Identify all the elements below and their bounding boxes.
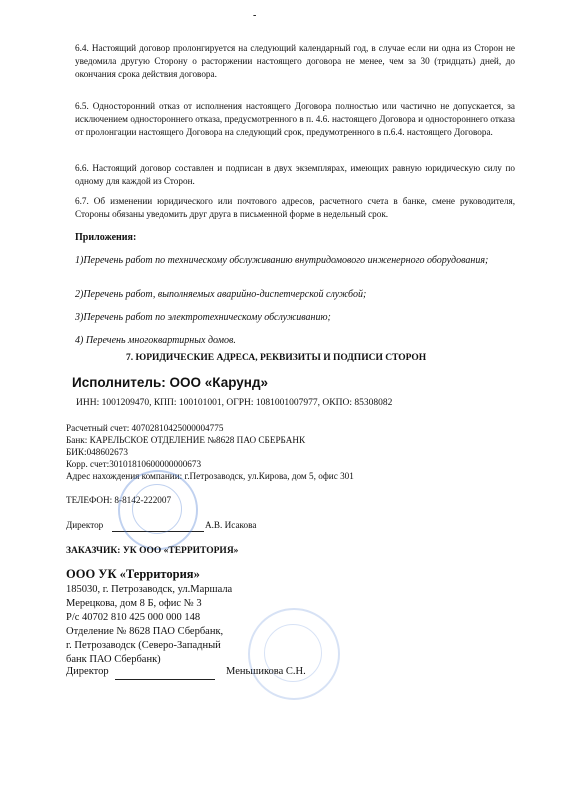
top-mark: - bbox=[253, 10, 257, 21]
customer-address-2: Мерецкова, дом 8 Б, офис № 3 bbox=[66, 598, 202, 609]
executor-account: Расчетный счет: 40702810425000004775 bbox=[66, 423, 224, 433]
customer-director-name: Меньшикова С.Н. bbox=[226, 666, 306, 677]
clause-6-4: 6.4. Настоящий договор пролонгируется на следующий календарный год, в случае если ни одна из Сторон не уведомила другую Сторону о расторжении настоящего договора не менее, чем за 30 (тридцать) дней, до окончания срока действия договора. bbox=[75, 43, 515, 79]
customer-account: Р/с 40702 810 425 000 000 148 bbox=[66, 612, 201, 623]
clause-6-6: 6.6. Настоящий договор составлен и подписан в двух экземплярах, имеющих равную юридическую силу по одному для каждой из Сторон. bbox=[75, 163, 515, 186]
executor-stamp-inner bbox=[132, 484, 182, 534]
customer-signature-line bbox=[115, 679, 215, 680]
executor-director-label: Директор bbox=[66, 520, 104, 530]
clause-6-7: 6.7. Об изменении юридического или почтового адресов, расчетного счета в банке, смене руководителя, Стороны обязаны уведомить друг друга в письменной форме в недельный срок. bbox=[75, 196, 515, 219]
executor-director-name: А.В. Исакова bbox=[205, 520, 257, 530]
executor-title: Исполнитель: ООО «Карунд» bbox=[72, 375, 269, 390]
executor-corr-account: Корр. счет:30101810600000000673 bbox=[66, 459, 202, 469]
executor-bank: Банк: КАРЕЛЬСКОЕ ОТДЕЛЕНИЕ №8628 ПАО СБЕРБАНК bbox=[66, 435, 306, 445]
customer-bank-3: банк ПАО Сбербанк) bbox=[66, 654, 161, 665]
appendices-heading: Приложения: bbox=[75, 232, 137, 243]
customer-director-label: Директор bbox=[66, 666, 109, 677]
clause-6-5: 6.5. Односторонний отказ от исполнения настоящего Договора полностью или частично не допускается, за исключением одностороннего отказа, предусмотренного в п. 4.6. настоящего Договора и одностороннего отказа от пролонгации настоящего Договора на следующий срок, предумотренного в п.6.4. настоящего Договора. bbox=[75, 101, 515, 137]
section-7-title: 7. ЮРИДИЧЕСКИЕ АДРЕСА, РЕКВИЗИТЫ И ПОДПИСИ СТОРОН bbox=[126, 353, 427, 363]
customer-address-1: 185030, г. Петрозаводск, ул.Маршала bbox=[66, 584, 233, 595]
appendix-item-1: 1)Перечень работ по техническому обслуживанию внутридомового инженерного оборудования; bbox=[75, 255, 489, 266]
appendix-item-4: 4) Перечень многоквартирных домов. bbox=[75, 335, 236, 346]
customer-stamp-inner bbox=[264, 624, 322, 682]
customer-bank-1: Отделение № 8628 ПАО Сбербанк, bbox=[66, 626, 224, 637]
executor-phone: ТЕЛЕФОН: 8-8142-222007 bbox=[66, 495, 172, 505]
customer-bank-2: г. Петрозаводск (Северо-Западный bbox=[66, 640, 221, 651]
executor-ids: ИНН: 1001209470, КПП: 100101001, ОГРН: 1081001007977, ОКПО: 85308082 bbox=[76, 398, 393, 408]
appendix-item-2: 2)Перечень работ, выполняемых аварийно-диспетчерской службой; bbox=[75, 289, 367, 300]
executor-bik: БИК:048602673 bbox=[66, 447, 128, 457]
customer-title: ООО УК «Территория» bbox=[66, 567, 200, 581]
executor-address: Адрес нахождения компании: г.Петрозаводск, ул.Кирова, дом 5, офис 301 bbox=[66, 471, 354, 481]
customer-heading: ЗАКАЗЧИК: УК ООО «ТЕРРИТОРИЯ» bbox=[66, 546, 239, 556]
appendix-item-3: 3)Перечень работ по электротехническому обслуживанию; bbox=[75, 312, 331, 323]
